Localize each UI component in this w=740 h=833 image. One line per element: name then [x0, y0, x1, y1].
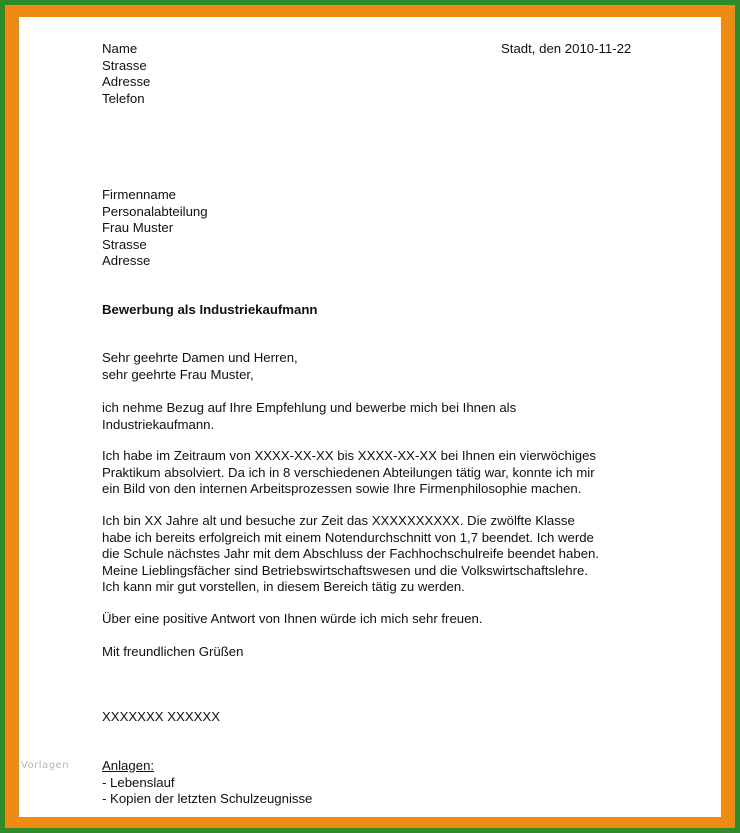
attachment-item: - Lebenslauf: [102, 774, 175, 790]
paragraph-line: Ich habe im Zeitraum von XXXX-XX-XX bis XXXX-XX-XX bei Ihnen ein vierwöchiges: [102, 448, 597, 463]
recipient-line: Strasse: [102, 236, 147, 252]
paragraph-line: Ich bin XX Jahre alt und besuche zur Zeit das XXXXXXXXXX. Die zwölfte Klasse: [102, 513, 575, 528]
sender-line: Telefon: [102, 90, 145, 106]
paragraph-line: habe ich bereits erfolgreich mit einem Notendurchschnitt von 1,7 beendet. Ich werde: [102, 529, 594, 545]
letter-subject: Bewerbung als Industriekaufmann: [102, 302, 318, 317]
recipient-line: Firmenname: [102, 187, 177, 202]
sender-line: Strasse: [102, 57, 147, 73]
paragraph-line: Praktikum absolviert. Da ich in 8 verschiedenen Abteilungen tätig war, konnte ich mir: [102, 464, 595, 480]
recipient-line: Frau Muster: [102, 220, 174, 235]
recipient-address: [102, 187, 208, 270]
sender-line: Adresse: [102, 74, 151, 89]
watermark-text: Vorlagen: [21, 760, 70, 771]
paragraph-line: Meine Lieblingsfächer sind Betriebswirtschaftswesen und die Volkswirtschaftslehre.: [102, 562, 588, 578]
attachment-item: - Kopien der letzten Schulzeugnisse: [102, 791, 313, 806]
salutation-line: Sehr geehrte Damen und Herren,: [102, 350, 298, 365]
sender-line: Name: [102, 41, 138, 56]
paragraph-line: Industriekaufmann.: [102, 416, 215, 432]
recipient-line: Adresse: [102, 253, 151, 268]
paragraph-line: ein Bild von den internen Arbeitsprozessen sowie Ihre Firmenphilosophie machen.: [102, 481, 582, 496]
attachments: [102, 758, 312, 808]
paragraph-line: die Schule nächstes Jahr mit dem Abschluss der Fachhochschulreife beendet haben.: [102, 546, 600, 561]
paragraph-closing-wish: [102, 611, 482, 628]
signature-name: XXXXXXX XXXXXX: [102, 709, 221, 724]
salutation-line: sehr geehrte Frau Muster,: [102, 366, 254, 382]
paragraph-line: Über eine positive Antwort von Ihnen würde ich mich sehr freuen.: [102, 611, 483, 626]
salutation: [102, 350, 298, 383]
date-line: Stadt, den 2010-11-22: [501, 41, 632, 56]
paragraph-personal: [102, 513, 599, 596]
recipient-line: Personalabteilung: [102, 203, 208, 219]
paragraph-line: ich nehme Bezug auf Ihre Empfehlung und bewerbe mich bei Ihnen als: [102, 400, 517, 415]
sender-address: [102, 41, 150, 107]
paragraph-intro: [102, 400, 516, 433]
paragraph-line: Ich kann mir gut vorstellen, in diesem Bereich tätig zu werden.: [102, 579, 465, 594]
closing-phrase: Mit freundlichen Grüßen: [102, 644, 244, 659]
letter-page: [19, 17, 721, 817]
attachments-heading: Anlagen:: [102, 758, 155, 773]
paragraph-internship: [102, 448, 596, 498]
